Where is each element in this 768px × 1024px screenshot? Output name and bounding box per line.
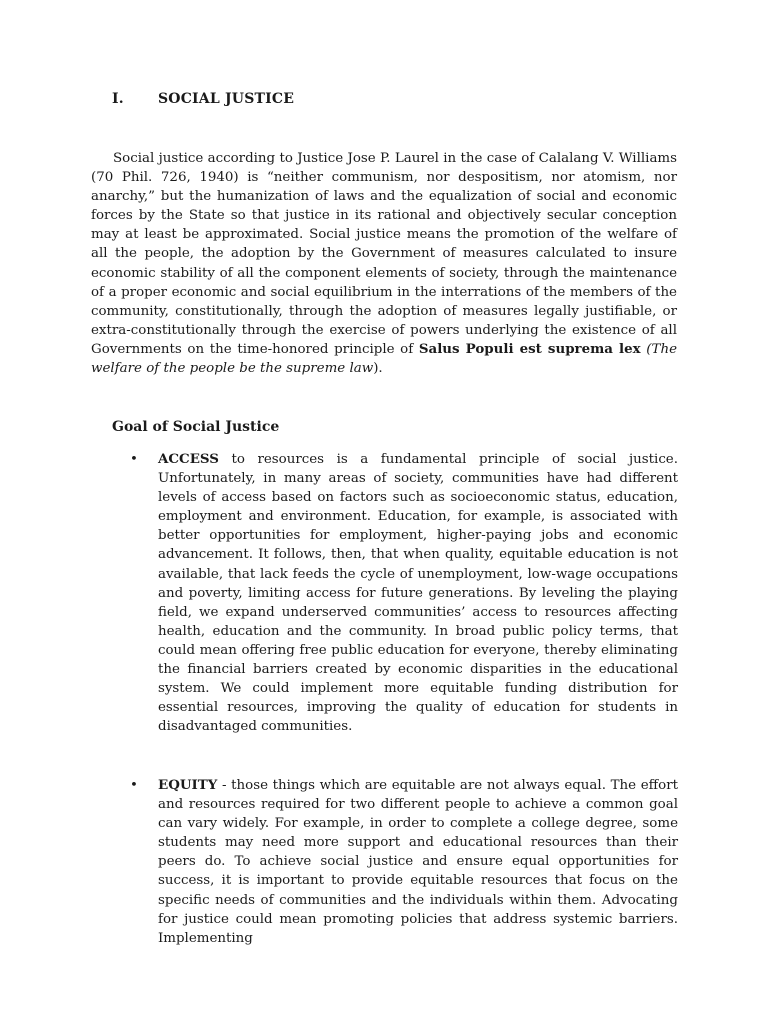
bullet-term: ACCESS [158,451,219,467]
intro-paragraph [91,149,677,378]
section-number: I. [112,91,124,107]
intro-text: Social justice according to Justice Jose P. Laurel in the case of Calalang V. Williams (70 Phil. 726, 1940) is “neither communism, nor despositism, nor atomism, nor anarchy,” but the humanization of laws and the equalization of social and economic forces by the State so that justice in its rational and objectively secular conception may at least be approximated. Social justice means the promotion of the welfare of all the people, the adoption by the Government of measures calculated to insure economic stability of all the component elements of society, through the maintenance of a proper economic and social equilibrium in the interrations of the members of the community, constitutionally, through the adoption of measures legally justifiable, or extra-constitutionally through the exercise of powers underlying the existence of all Governments on the time-honored principle of [91,151,677,357]
goal-heading: Goal of Social Justice [112,419,280,435]
bullet-body: to resources is a fundamental principle of social justice. Unfortunately, in many areas of society, communities have had different levels of access based on factors such as socioeconomic status, education, employment and environment. Education, for example, is associated with better opportunities for employment, higher-paying jobs and economic advancement. It follows, then, that when quality, equitable education is not available, that lack feeds the cycle of unemployment, low-wage occupations and poverty, limiting access for future generations. By leveling the playing field, we expand underserved communities’ access to resources affecting health, education and the community. In broad public policy terms, that could mean offering free public education for everyone, thereby eliminating the financial barriers created by economic disparities in the educational system. We could implement more equitable funding distribution for essential resources, improving the quality of education for students in disadvantaged communities. [158,452,678,735]
maxim-translation: (The welfare of the people be the supreme law [91,341,678,377]
latin-maxim: Salus Populi est suprema lex [418,340,641,357]
list-item [130,450,678,736]
bullet-icon: • [130,452,138,467]
section-title: SOCIAL JUSTICE [158,91,295,107]
section-heading [112,91,294,107]
bullet-icon: • [130,778,138,793]
bullet-text [158,450,678,736]
bullet-term: EQUITY [158,777,218,793]
bullet-body: - those things which are equitable are not always equal. The effort and resources required for two different people to achieve a common goal can vary widely. For example, in order to complete a college degree, some students may need more support and educational resources than their peers do. To achieve social justice and ensure equal opportunities for success, it is important to provide equitable resources that focus on the specific needs of communities and the individuals within them. Advocating for justice could mean promoting policies that address systemic barriers. Implementing [158,778,678,946]
bullet-text [158,776,678,948]
intro-closing: ). [373,361,383,377]
list-item [130,776,678,948]
